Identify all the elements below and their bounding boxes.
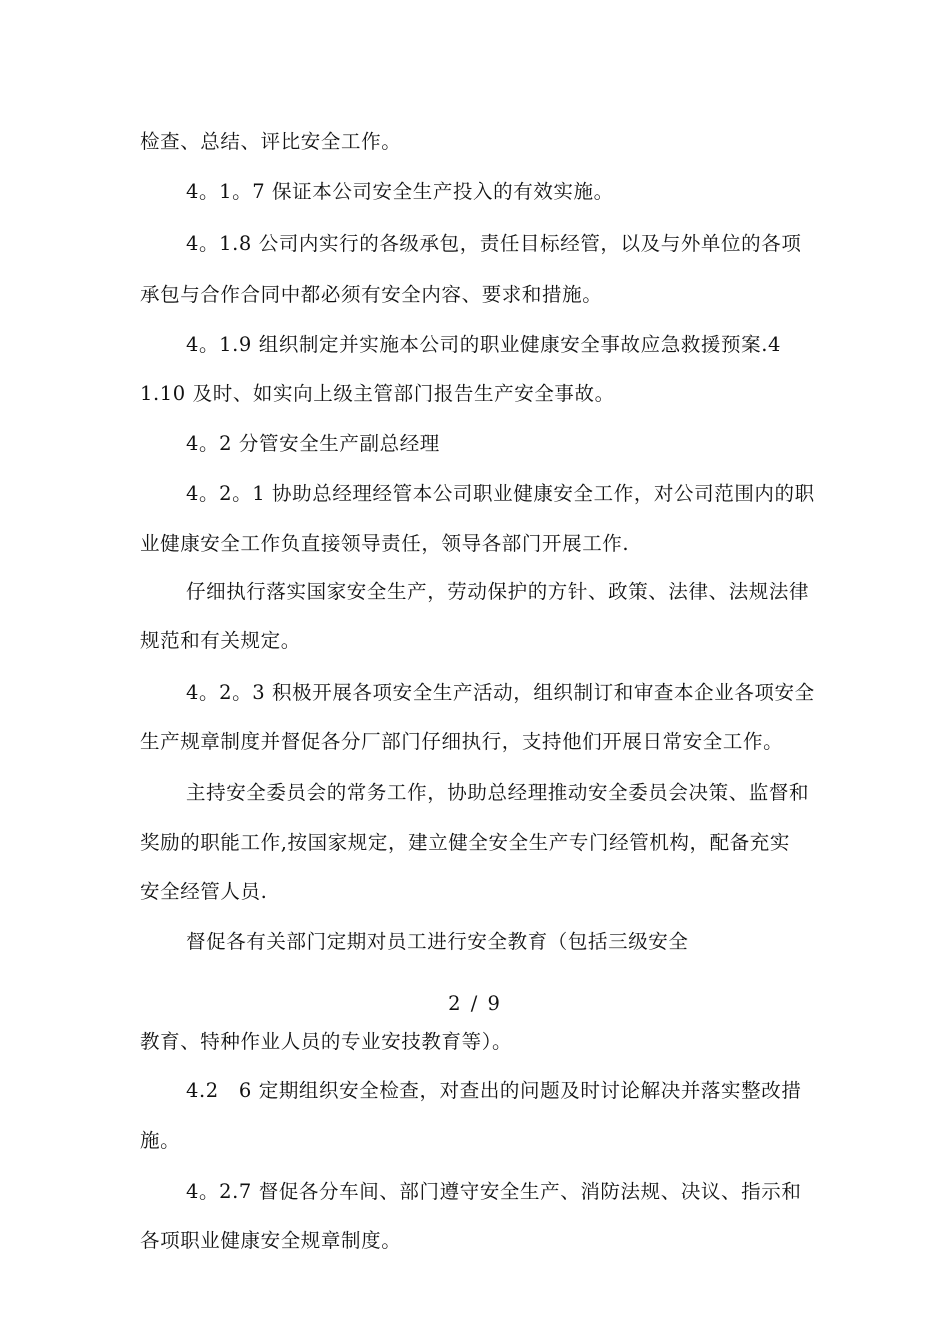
text-line-2: 4。1。7 保证本公司安全生产投入的有效实施。 (186, 180, 614, 203)
text-line-7: 4。2 分管安全生产副总经理 (186, 432, 440, 455)
text-line-18: 教育、特种作业人员的专业安技教育等）。 (140, 1030, 513, 1053)
text-line-19: 4.2 6 定期组织安全检查，对查出的问题及时讨论解决并落实整改措 (186, 1079, 802, 1102)
text-line-4: 承包与合作合同中都必须有安全内容、要求和措施。 (140, 283, 603, 306)
text-line-21: 4。2.7 督促各分车间、部门遵守安全生产、消防法规、决议、指示和 (186, 1180, 802, 1203)
text-line-14: 主持安全委员会的常务工作，协助总经理推动安全委员会决策、监督和 (186, 781, 810, 804)
text-line-8: 4。2。1 协助总经理经管本公司职业健康安全工作，对公司范围内的职 (186, 482, 815, 505)
text-line-20: 施。 (140, 1129, 181, 1152)
text-line-3: 4。1.8 公司内实行的各级承包，责任目标经管，以及与外单位的各项 (186, 232, 802, 255)
text-line-11: 规范和有关规定。 (140, 629, 301, 652)
text-line-22: 各项职业健康安全规章制度。 (140, 1229, 402, 1252)
text-line-5: 4。1.9 组织制定并实施本公司的职业健康安全事故应急救援预案.4 (186, 333, 782, 356)
text-line-6: 1.10 及时、如实向上级主管部门报告生产安全事故。 (140, 382, 615, 405)
text-line-9: 业健康安全工作负直接领导责任，领导各部门开展工作. (140, 532, 630, 555)
text-line-15: 奖励的职能工作,按国家规定，建立健全安全生产专门经管机构，配备充实 (140, 831, 790, 854)
text-line-17: 督促各有关部门定期对员工进行安全教育（包括三级安全 (186, 930, 689, 953)
text-line-1: 检查、总结、评比安全工作。 (140, 130, 402, 153)
text-line-10: 仔细执行落实国家安全生产，劳动保护的方针、政策、法律、法规法律 (186, 580, 810, 603)
text-line-13: 生产规章制度并督促各分厂部门仔细执行，支持他们开展日常安全工作。 (140, 730, 784, 753)
text-line-16: 安全经管人员. (140, 880, 268, 903)
text-line-12: 4。2。3 积极开展各项安全生产活动，组织制订和审查本企业各项安全 (186, 681, 815, 704)
page-number: 2 / 9 (448, 992, 502, 1015)
